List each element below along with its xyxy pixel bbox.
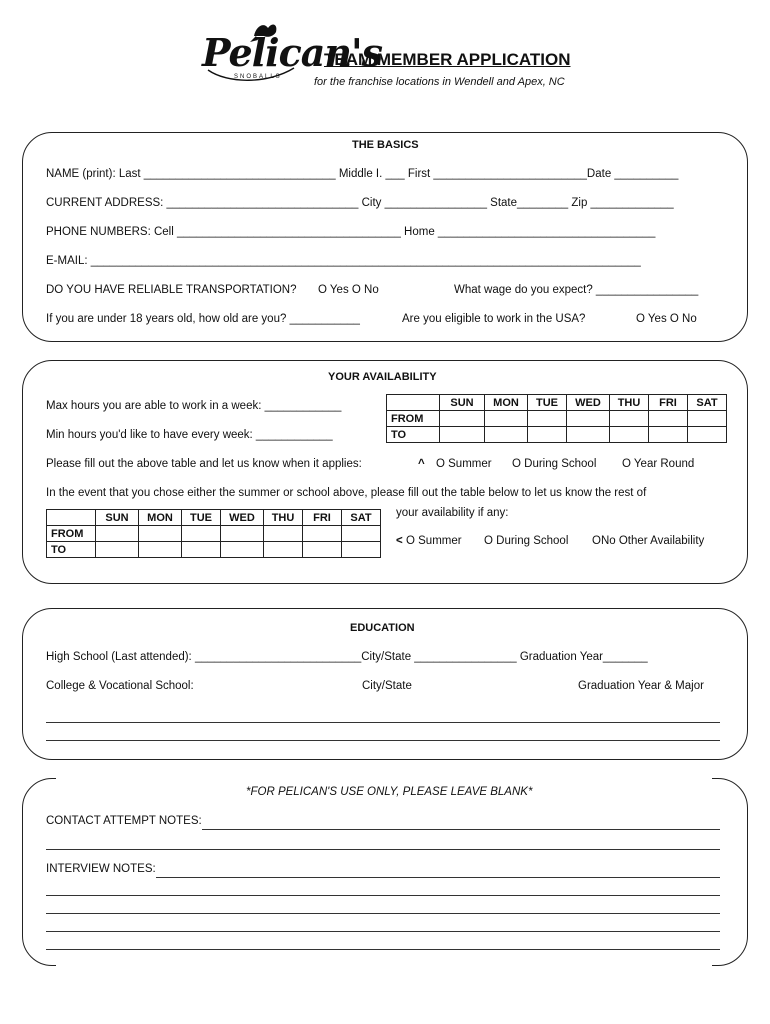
transport-radio[interactable]: O Yes O No: [318, 284, 379, 296]
transport-question: DO YOU HAVE RELIABLE TRANSPORTATION?: [46, 284, 297, 296]
address-field[interactable]: CURRENT ADDRESS: ______________________________ City ________________ State________ Zip _____________: [46, 197, 674, 209]
wage-field[interactable]: What wage do you expect? ________________: [454, 284, 699, 296]
time-cell[interactable]: [342, 526, 381, 542]
day-header: WED: [221, 510, 264, 526]
day-header: FRI: [303, 510, 342, 526]
time-cell[interactable]: [182, 542, 221, 558]
time-cell[interactable]: [567, 427, 610, 443]
time-cell[interactable]: [182, 526, 221, 542]
time-cell[interactable]: [610, 411, 649, 427]
time-cell[interactable]: [440, 411, 485, 427]
interview-notes-line-2[interactable]: [46, 895, 720, 896]
logo-subtext: SNOBALLS: [234, 74, 282, 80]
max-hours-field[interactable]: Max hours you are able to work in a week: ____________: [46, 400, 342, 412]
time-cell[interactable]: [96, 526, 139, 542]
contact-notes-label: CONTACT ATTEMPT NOTES:: [46, 815, 202, 827]
eligible-question: Are you eligible to work in the USA?: [402, 313, 586, 325]
interview-notes-label: INTERVIEW NOTES:: [46, 863, 156, 875]
email-field[interactable]: E-MAIL: ______________________________________________________________________________________: [46, 255, 641, 267]
day-header: MON: [485, 395, 528, 411]
logo-wordmark: Pelican's: [202, 30, 383, 75]
interview-notes-line-5[interactable]: [46, 949, 720, 950]
time-cell[interactable]: [610, 427, 649, 443]
time-cell[interactable]: [303, 526, 342, 542]
day-header: SUN: [96, 510, 139, 526]
city-state-label: City/State: [362, 680, 412, 692]
day-header: TUE: [182, 510, 221, 526]
time-cell[interactable]: [139, 542, 182, 558]
table-corner: [387, 395, 440, 411]
time-cell[interactable]: [264, 542, 303, 558]
border-gap-top: [56, 776, 712, 780]
contact-notes-line-1[interactable]: [202, 829, 720, 830]
age-field[interactable]: If you are under 18 years old, how old are you? ___________: [46, 313, 360, 325]
day-header: SAT: [688, 395, 727, 411]
availability-table-main: [386, 394, 727, 443]
row-label-from: FROM: [387, 411, 440, 427]
row-label-to: TO: [387, 427, 440, 443]
phone-field[interactable]: PHONE NUMBERS: Cell ___________________________________ Home __________________________________: [46, 226, 656, 238]
time-cell[interactable]: [221, 542, 264, 558]
day-header: TUE: [528, 395, 567, 411]
interview-notes-line-4[interactable]: [46, 931, 720, 932]
time-cell[interactable]: [96, 542, 139, 558]
time-cell[interactable]: [342, 542, 381, 558]
time-cell[interactable]: [440, 427, 485, 443]
office-heading: *FOR PELICAN'S USE ONLY, PLEASE LEAVE BLANK*: [246, 786, 533, 798]
page-subtitle: for the franchise locations in Wendell and Apex, NC: [314, 76, 565, 88]
time-cell[interactable]: [303, 542, 342, 558]
day-header: SAT: [342, 510, 381, 526]
time-cell[interactable]: [485, 411, 528, 427]
table-corner: [47, 510, 96, 526]
interview-notes-line-3[interactable]: [46, 913, 720, 914]
year-round-radio[interactable]: O Year Round: [622, 458, 695, 470]
row-label-from: FROM: [47, 526, 96, 542]
pelicans-logo: [198, 18, 383, 88]
row-label-to: TO: [47, 542, 96, 558]
day-header: FRI: [649, 395, 688, 411]
lt-mark: <: [396, 535, 403, 547]
contact-notes-line-2[interactable]: [46, 849, 720, 850]
interview-notes-line-1[interactable]: [156, 877, 720, 878]
event-note-continued: your availability if any:: [396, 507, 509, 519]
grad-major-label: Graduation Year & Major: [578, 680, 704, 692]
day-header: THU: [610, 395, 649, 411]
no-other-radio[interactable]: ONo Other Availability: [592, 535, 705, 547]
time-cell[interactable]: [649, 411, 688, 427]
summer-radio-2[interactable]: O Summer: [406, 535, 462, 547]
min-hours-field[interactable]: Min hours you'd like to have every week: ____________: [46, 429, 333, 441]
time-cell[interactable]: [528, 411, 567, 427]
time-cell[interactable]: [264, 526, 303, 542]
eligible-radio[interactable]: O Yes O No: [636, 313, 697, 325]
day-header: WED: [567, 395, 610, 411]
college-line-1[interactable]: [46, 722, 720, 723]
time-cell[interactable]: [649, 427, 688, 443]
time-cell[interactable]: [688, 427, 727, 443]
availability-heading: YOUR AVAILABILITY: [328, 371, 437, 383]
time-cell[interactable]: [688, 411, 727, 427]
time-cell[interactable]: [528, 427, 567, 443]
time-cell[interactable]: [221, 526, 264, 542]
high-school-field[interactable]: High School (Last attended): __________________________City/State ________________ Graduation Year_______: [46, 651, 648, 663]
name-field[interactable]: NAME (print): Last ______________________________ Middle I. ___ First ________________________Date __________: [46, 168, 679, 180]
college-label: College & Vocational School:: [46, 680, 194, 692]
border-gap-bottom: [56, 963, 712, 967]
event-note: In the event that you chose either the summer or school above, please fill out the table below to let us know the rest of: [46, 487, 647, 499]
school-radio-2[interactable]: O During School: [484, 535, 569, 547]
education-heading: EDUCATION: [350, 622, 415, 634]
time-cell[interactable]: [139, 526, 182, 542]
availability-table-secondary: [46, 509, 381, 558]
summer-radio[interactable]: O Summer: [436, 458, 492, 470]
day-header: MON: [139, 510, 182, 526]
day-header: SUN: [440, 395, 485, 411]
time-cell[interactable]: [485, 427, 528, 443]
fill-note: Please fill out the above table and let us know when it applies:: [46, 458, 362, 470]
college-line-2[interactable]: [46, 740, 720, 741]
basics-heading: THE BASICS: [352, 139, 419, 151]
time-cell[interactable]: [567, 411, 610, 427]
caret-mark: ^: [418, 458, 425, 470]
page-title: TEAM MEMBER APPLICATION: [324, 50, 571, 69]
day-header: THU: [264, 510, 303, 526]
school-radio[interactable]: O During School: [512, 458, 597, 470]
